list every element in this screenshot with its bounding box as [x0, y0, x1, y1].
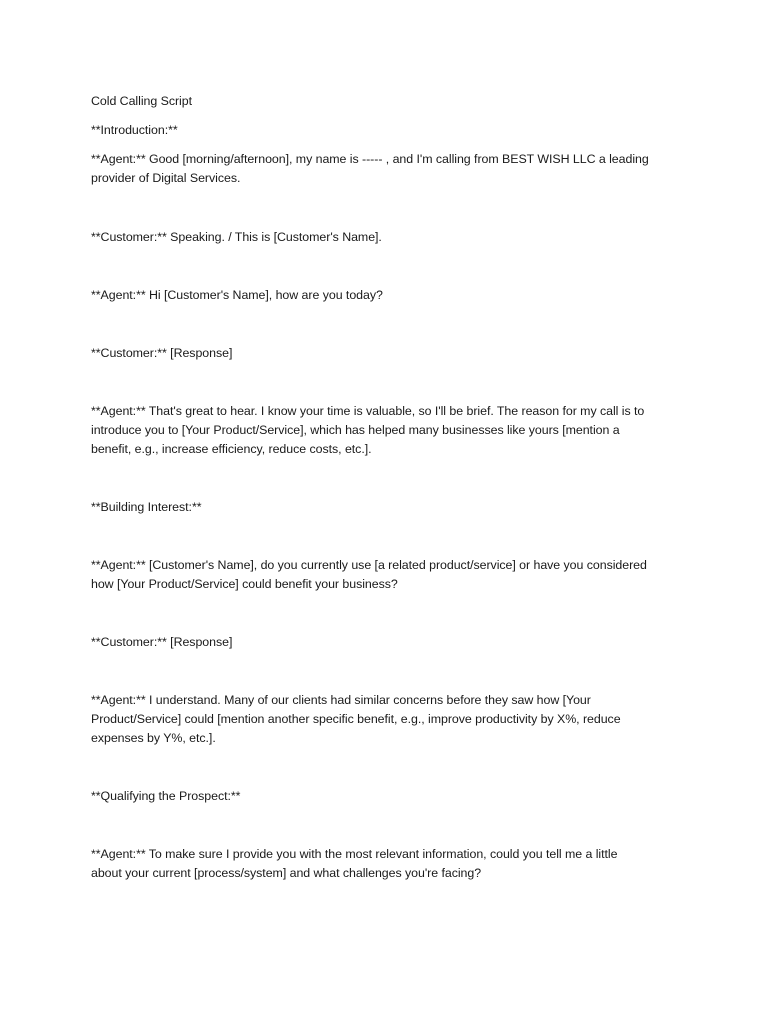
text-line: about your current [process/system] and what challenges you're facing?	[91, 866, 482, 880]
text-line: **Agent:** Hi [Customer's Name], how are you today?	[91, 288, 383, 302]
text-line: **Agent:** To make sure I provide you with the most relevant information, could you tell me a little	[91, 847, 618, 861]
text-line: **Agent:** [Customer's Name], do you currently use [a related product/service] or have you considered	[91, 558, 647, 572]
text-line: introduce you to [Your Product/Service], which has helped many businesses like yours [mention a	[91, 423, 620, 437]
text-line: expenses by Y%, etc.].	[91, 731, 216, 745]
text-line: Product/Service] could [mention another specific benefit, e.g., improve productivity by X%, reduce	[91, 712, 621, 726]
text-line: **Customer:** Speaking. / This is [Customer's Name].	[91, 230, 382, 244]
section-heading-qualifying: **Qualifying the Prospect:**	[91, 789, 241, 803]
text-line: **Agent:** That's great to hear. I know your time is valuable, so I'll be brief. The reason for my call is to	[91, 404, 645, 418]
text-line: how [Your Product/Service] could benefit your business?	[91, 577, 398, 591]
text-line: **Customer:** [Response]	[91, 346, 233, 360]
text-line: **Agent:** I understand. Many of our clients had similar concerns before they saw how [Your	[91, 693, 591, 707]
document-title: Cold Calling Script	[91, 94, 192, 108]
text-line: provider of Digital Services.	[91, 171, 241, 185]
text-line: **Agent:** Good [morning/afternoon], my name is ----- , and I'm calling from BEST WISH LLC a leading	[91, 152, 649, 166]
section-heading-building-interest: **Building Interest:**	[91, 500, 202, 514]
text-line: benefit, e.g., increase efficiency, reduce costs, etc.].	[91, 442, 372, 456]
text-line: **Customer:** [Response]	[91, 635, 233, 649]
section-heading-introduction: **Introduction:**	[91, 123, 178, 137]
